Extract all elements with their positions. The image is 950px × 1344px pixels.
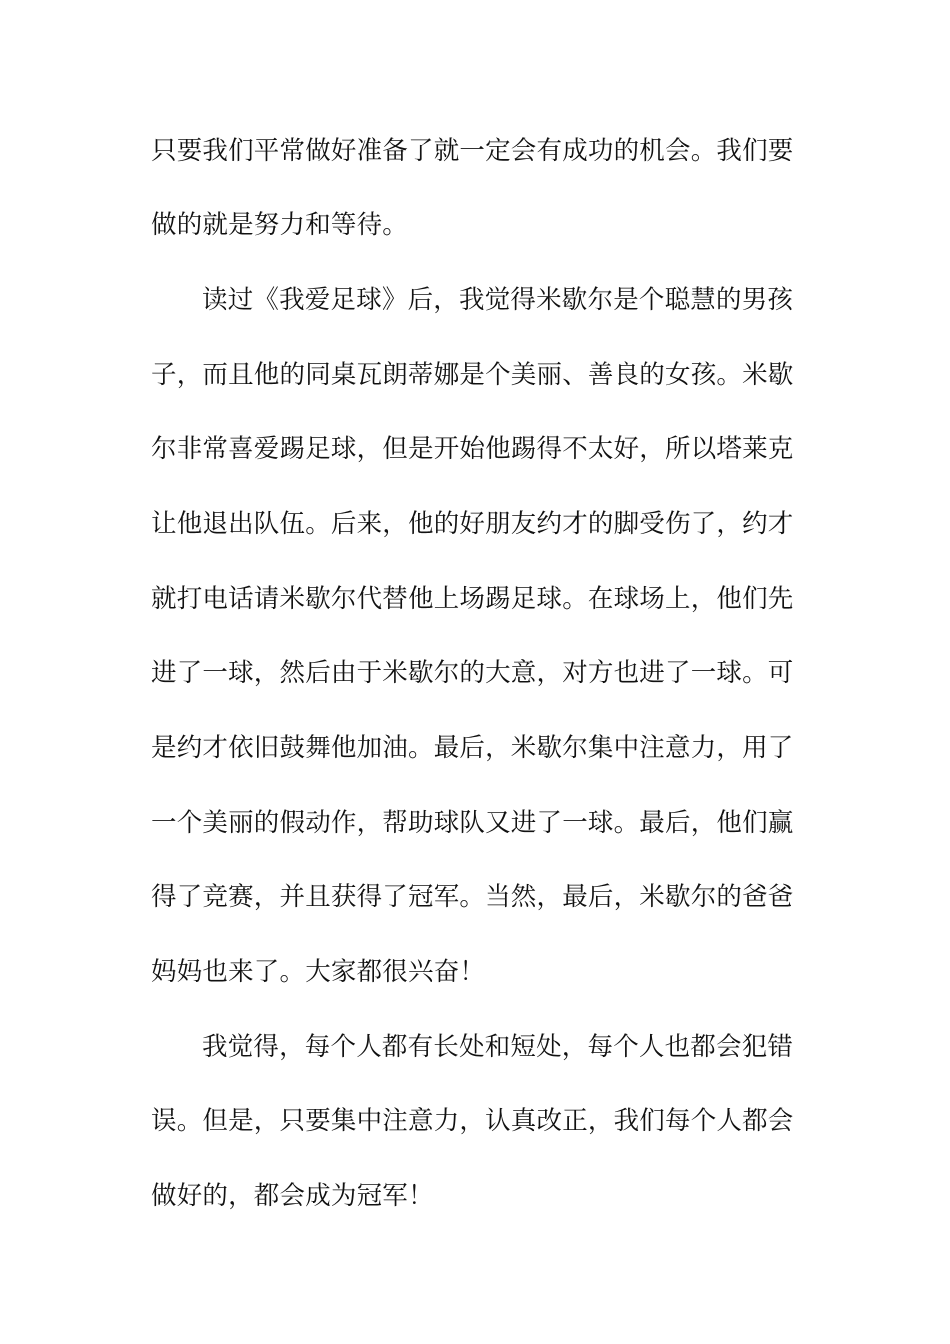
text-line-15: 做好的，都会成为冠军！ bbox=[151, 1181, 434, 1211]
text-line-6: 让他退出队伍。后来，他的好朋友约才的脚受伤了，约才 bbox=[151, 509, 794, 539]
paragraph-start-line-3: 读过《我爱足球》后，我觉得米歇尔是个聪慧的男孩 bbox=[202, 285, 794, 315]
text-line-10: 一个美丽的假动作，帮助球队又进了一球。最后，他们赢 bbox=[151, 808, 794, 838]
text-line-7: 就打电话请米歇尔代替他上场踢足球。在球场上，他们先 bbox=[151, 584, 794, 614]
text-line-11: 得了竞赛，并且获得了冠军。当然，最后，米歇尔的爸爸 bbox=[151, 882, 794, 912]
text-line-8: 进了一球，然后由于米歇尔的大意，对方也进了一球。可 bbox=[151, 658, 794, 688]
text-line-9: 是约才依旧鼓舞他加油。最后，米歇尔集中注意力，用了 bbox=[151, 733, 794, 763]
text-line-14: 误。但是，只要集中注意力，认真改正，我们每个人都会 bbox=[151, 1106, 794, 1136]
text-line-12: 妈妈也来了。大家都很兴奋！ bbox=[151, 957, 486, 987]
paragraph-start-line-13: 我觉得，每个人都有长处和短处，每个人也都会犯错 bbox=[202, 1032, 794, 1062]
text-line-4: 子，而且他的同桌瓦朗蒂娜是个美丽、善良的女孩。米歇 bbox=[151, 360, 794, 390]
text-line-5: 尔非常喜爱踢足球，但是开始他踢得不太好，所以塔莱克 bbox=[151, 434, 794, 464]
text-line-1: 只要我们平常做好准备了就一定会有成功的机会。我们要 bbox=[151, 136, 794, 166]
text-line-2: 做的就是努力和等待。 bbox=[151, 210, 409, 240]
